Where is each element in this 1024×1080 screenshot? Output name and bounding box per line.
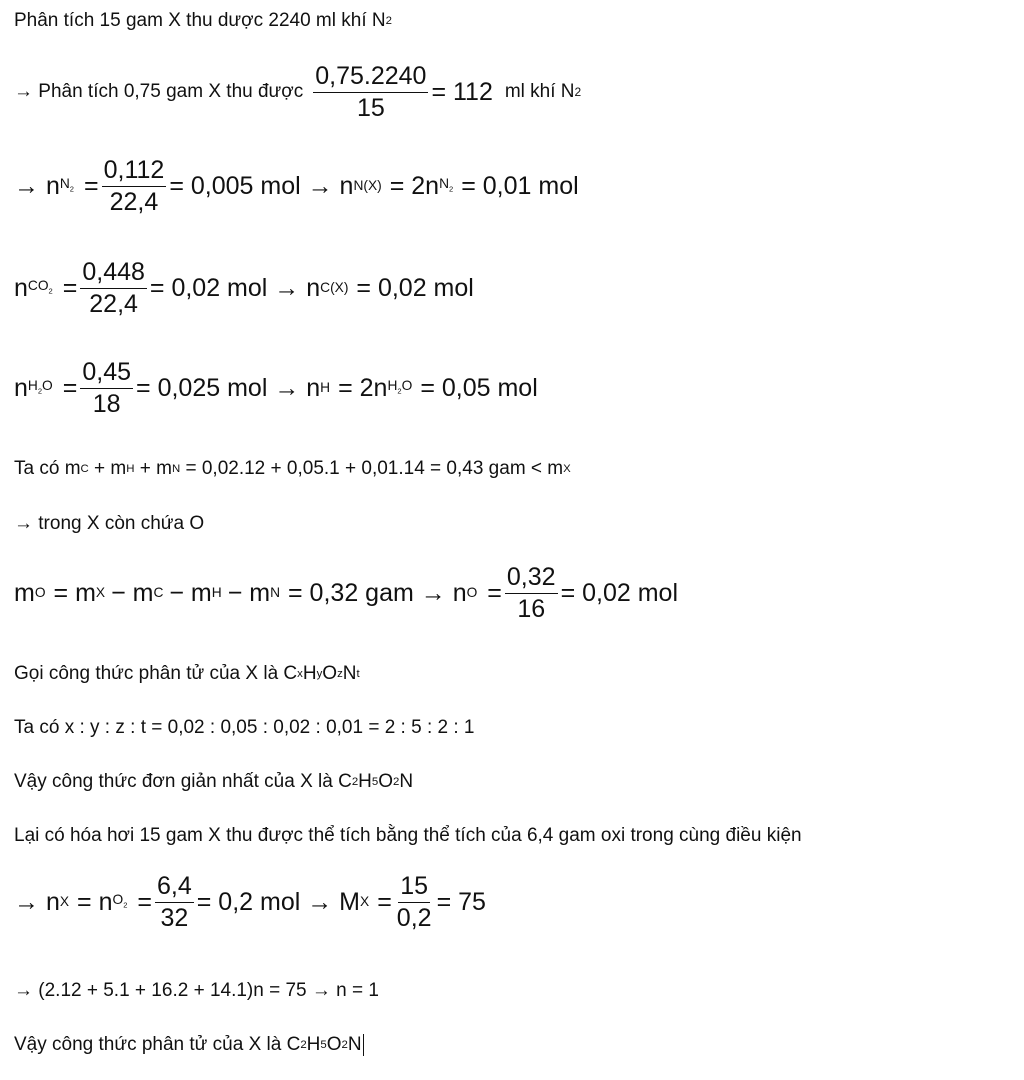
denominator: 22,4 bbox=[109, 187, 159, 216]
text: − m bbox=[169, 578, 212, 607]
equals: = bbox=[487, 578, 502, 607]
text: H bbox=[302, 663, 317, 684]
equals: = bbox=[84, 171, 99, 200]
line-12 bbox=[14, 825, 802, 847]
line-1: Phân tích 15 gam X thu dược 2240 ml khí N 2 bbox=[14, 10, 392, 31]
text: O bbox=[378, 771, 394, 792]
fraction bbox=[505, 563, 558, 624]
text-cursor bbox=[363, 1034, 364, 1056]
text: H bbox=[306, 1034, 321, 1055]
denominator: 22,4 bbox=[89, 289, 138, 318]
fraction bbox=[313, 62, 428, 123]
text: N bbox=[342, 663, 357, 684]
text: = 0,02.12 + 0,05.1 + 0,01.14 = 0,43 gam < m bbox=[180, 458, 564, 479]
text: = 0,025 mol → n bbox=[136, 373, 321, 402]
line-10 bbox=[14, 717, 475, 739]
text: O bbox=[322, 663, 338, 684]
line-2: → Phân tích 0,75 gam X thu được $\frac{0,75.2240}{15}$ = 112 ml khí N 2 bbox=[14, 62, 582, 122]
line-5: n $H_2O$ = $\frac{0,45}{18}$ = 0,025 mol → n H = 2n $H_2O$ = 0,05 mol bbox=[14, 358, 538, 418]
subscript: CO bbox=[27, 277, 49, 293]
subscript: N bbox=[439, 175, 450, 191]
text: Ta có x : y : z : t = 0,02 : 0,05 : 0,02 : 0,01 = 2 : 5 : 2 : 1 bbox=[14, 717, 475, 738]
text: = 0,05 mol bbox=[420, 373, 538, 402]
text: m bbox=[14, 578, 35, 607]
numerator: 15 bbox=[398, 872, 430, 903]
numerator: 0,448 bbox=[80, 258, 147, 289]
text: → trong X còn chứa O bbox=[14, 513, 205, 534]
text: ml khí N bbox=[504, 81, 575, 103]
denominator: 18 bbox=[92, 389, 121, 418]
subscript: O bbox=[112, 891, 124, 907]
text: H bbox=[358, 771, 372, 792]
text: = 0,02 mol bbox=[560, 578, 679, 607]
numerator: 0,75.2240 bbox=[313, 62, 428, 93]
subscript: 2 bbox=[397, 385, 402, 395]
subscript: O bbox=[401, 377, 413, 393]
numerator: 0,45 bbox=[80, 358, 133, 389]
text: + m bbox=[134, 458, 172, 479]
subscript: H bbox=[27, 377, 38, 393]
denominator: 32 bbox=[160, 903, 189, 932]
subscript: O bbox=[42, 377, 53, 393]
text: = 0,32 gam → n bbox=[288, 578, 467, 607]
text: = 2n bbox=[338, 373, 388, 402]
line-8: m O = m X − m C − m H − m N = 0,32 gam → n O = $\frac{0,32}{16}$ = 0,02 mol bbox=[14, 563, 679, 623]
equals: = bbox=[62, 373, 78, 402]
text: Lại có hóa hơi 15 gam X thu được thể tích bằng thể tích của 6,4 gam oxi trong cùng điều kiện bbox=[14, 825, 802, 846]
equals: = bbox=[137, 887, 152, 916]
result: = 112 bbox=[431, 77, 493, 106]
text: → Phân tích 0,75 gam X thu được bbox=[14, 81, 304, 103]
text: = 0,02 mol → n bbox=[149, 273, 321, 302]
text: N bbox=[347, 1034, 362, 1055]
text: = 75 bbox=[436, 887, 486, 916]
text: = 0,02 mol bbox=[356, 273, 474, 302]
text: → n bbox=[14, 171, 60, 200]
numerator: 0,112 bbox=[102, 156, 167, 187]
subscript: H bbox=[387, 377, 398, 393]
text: Gọi công thức phân tử của X là C bbox=[14, 663, 298, 684]
text: − m bbox=[227, 578, 271, 607]
text: n bbox=[14, 373, 28, 402]
line-7 bbox=[14, 513, 204, 535]
numerator: 0,32 bbox=[505, 563, 558, 594]
fraction bbox=[80, 358, 133, 419]
text: → n bbox=[14, 887, 60, 916]
line-13: → n X = n $O_2$ = $\frac{6,4}{32}$ = 0,2 mol → M X = $\frac{15}{0,2}$ = 75 bbox=[14, 872, 486, 932]
text: → (2.12 + 5.1 + 16.2 + 14.1)n = 75 → n = 1 bbox=[14, 980, 379, 1001]
text: Vậy công thức phân tử của X là C bbox=[14, 1034, 301, 1055]
line-14 bbox=[14, 980, 379, 1002]
text: − m bbox=[111, 578, 154, 607]
text: N bbox=[399, 771, 414, 792]
text: Phân tích 15 gam X thu dược 2240 ml khí N bbox=[14, 10, 386, 31]
equals: = bbox=[62, 273, 78, 302]
text: = 2n bbox=[389, 171, 440, 200]
text: = m bbox=[53, 578, 96, 607]
line-3: → n $N_2$ = $\frac{0,112}{22,4}$ = 0,005 mol → n N(X) = 2n $N_2$ = 0,01 mol bbox=[14, 156, 579, 216]
fraction bbox=[395, 872, 434, 933]
line-9: Gọi công thức phân tử của X là C x H y O z N t bbox=[14, 663, 360, 684]
text: = n bbox=[77, 887, 113, 916]
subscript: 2 bbox=[37, 385, 43, 395]
line-4: n $CO_2$ = $\frac{0,448}{22,4}$ = 0,02 mol → n C(X) = 0,02 mol bbox=[14, 258, 474, 318]
line-6: Ta có m C + m H + m N = 0,02.12 + 0,05.1 + 0,01.14 = 0,43 gam < m X bbox=[14, 458, 571, 479]
numerator: 6,4 bbox=[155, 872, 194, 903]
text: + m bbox=[88, 458, 127, 479]
text: = 0,2 mol → M bbox=[196, 887, 361, 916]
text: O bbox=[326, 1034, 342, 1055]
fraction bbox=[102, 156, 167, 217]
text: Vậy công thức đơn giản nhất của X là C bbox=[14, 771, 352, 792]
equals: = bbox=[377, 887, 392, 916]
text: Ta có m bbox=[14, 458, 81, 479]
subscript: 2 bbox=[449, 183, 454, 193]
fraction bbox=[155, 872, 194, 933]
denominator: 0,2 bbox=[396, 903, 432, 932]
subscript: N bbox=[59, 175, 70, 191]
text: = 0,005 mol → n bbox=[169, 171, 354, 200]
line-15: Vậy công thức phân tử của X là C 2 H 5 O 2 N bbox=[14, 1034, 362, 1055]
subscript: 2 bbox=[123, 899, 128, 909]
subscript: 2 bbox=[48, 285, 53, 295]
denominator: 15 bbox=[356, 93, 385, 122]
line-11: Vậy công thức đơn giản nhất của X là C 2 H 5 O 2 N bbox=[14, 771, 414, 792]
text: = 0,01 mol bbox=[461, 171, 579, 200]
subscript: 2 bbox=[69, 183, 74, 193]
denominator: 16 bbox=[517, 594, 546, 623]
text: n bbox=[14, 273, 28, 302]
fraction bbox=[80, 258, 147, 319]
